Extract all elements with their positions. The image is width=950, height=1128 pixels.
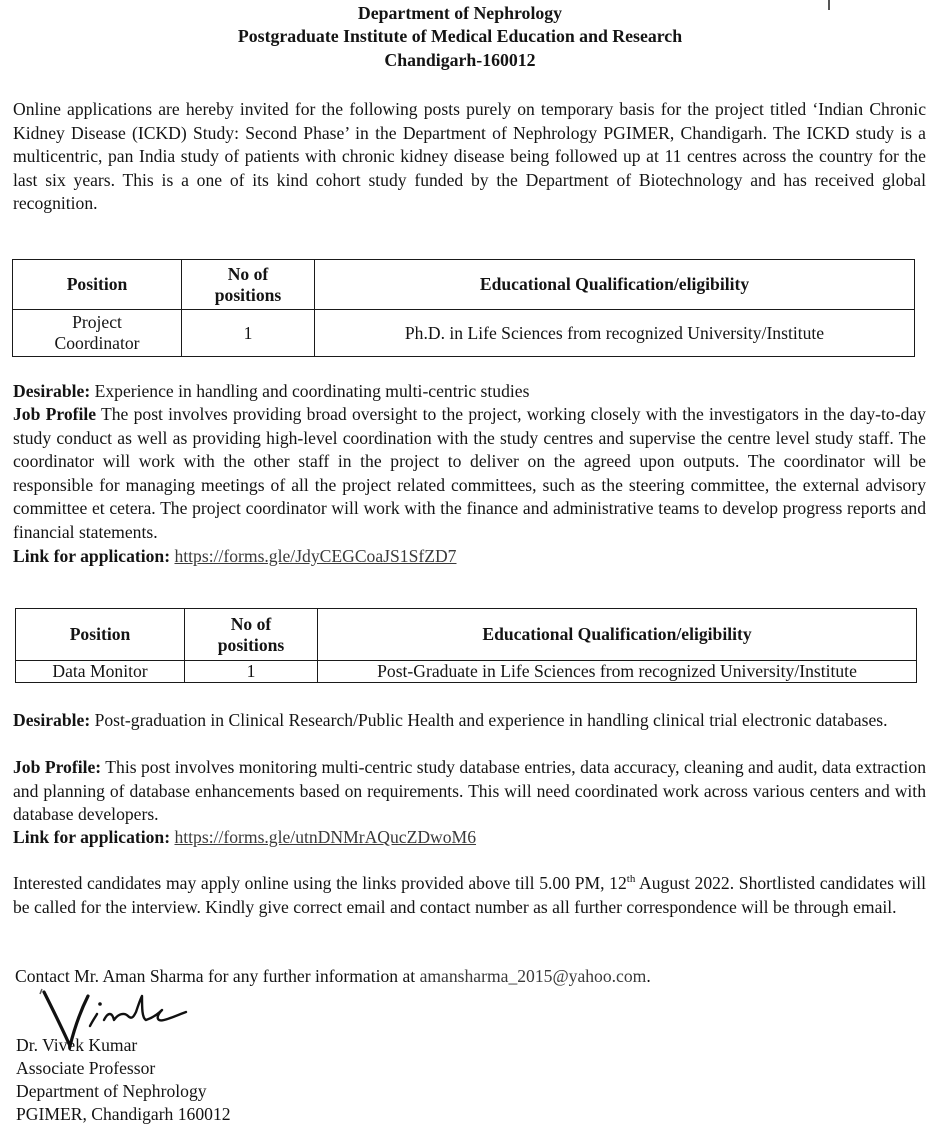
desirable-2 — [13, 709, 926, 733]
job-profile-text: This post involves monitoring multi-centric study database entries, data accuracy, cleaning and audit, data extraction and planning of database enhancements based on requirements. This will need coordinated work across various centers and with database developers. — [13, 757, 927, 824]
closing-text-1: Interested candidates may apply online using the links provided above till 5.00 PM, 12 — [13, 873, 627, 893]
desirable-1 — [13, 380, 529, 404]
intro-paragraph: Online applications are hereby invited for the following posts purely on temporary basis for the project titled ‘Indian Chronic Kidney Disease (ICKD) Study: Second Phase’ in the Department of Nephrology PGIMER, Chandigarh. The ICKD study is a multicentric, pan India study of patients with chronic kidney disease being followed up at 11 centres across the country for the last six years. This is a one of its kind cohort study funded by the Department of Biotechnology and has received global recognition. — [13, 99, 926, 213]
positions-table-1 — [12, 259, 915, 357]
header-department: Department of Nephrology — [357, 3, 563, 23]
desirable-text: Post-graduation in Clinical Research/Public Health and experience in handling clinical trial electronic databases. — [90, 710, 888, 730]
th-qualification: Educational Qualification/eligibility — [318, 609, 917, 661]
th-count-line1: No of — [230, 613, 272, 634]
application-link-1 — [13, 545, 456, 569]
th-count — [185, 609, 318, 661]
job-profile-label: Job Profile — [13, 404, 97, 424]
cell-qualification: Ph.D. in Life Sciences from recognized University/Institute — [315, 310, 915, 357]
th-position: Position — [13, 260, 182, 310]
desirable-text: Experience in handling and coordinating multi-centric studies — [90, 381, 530, 401]
cell-position: Data Monitor — [16, 661, 185, 683]
cell-position-line1: Project — [72, 312, 122, 332]
table-header-row — [13, 260, 915, 310]
signatory-department: Department of Nephrology — [16, 1081, 207, 1101]
desirable-label: Desirable: — [13, 710, 91, 730]
header-city: Chandigarh-160012 — [384, 50, 536, 70]
cell-qualification: Post-Graduate in Life Sciences from recognized University/Institute — [318, 661, 917, 683]
contact-text: Contact Mr. Aman Sharma for any further information at — [15, 966, 420, 986]
closing-sup: th — [626, 873, 636, 886]
job-profile-1 — [13, 403, 926, 544]
signatory-title: Associate Professor — [16, 1058, 156, 1078]
signatory-address: PGIMER, Chandigarh 160012 — [16, 1104, 231, 1124]
job-profile-label: Job Profile: — [13, 757, 102, 777]
link-label: Link for application: — [13, 546, 171, 566]
table-row — [13, 310, 915, 357]
table-header-row — [16, 609, 917, 661]
job-profile-text: The post involves providing broad oversight to the project, working closely with the investigators in the day-to-day study conduct as well as providing high-level coordination with the study centres and supervise the centre level study staff. The coordinator will work with the other staff in the project to deliver on the agreed upon outputs. The coordinator will be responsible for managing meetings of all the project related committees, such as the steering committee, the external advisory committee et cetera. The project coordinator will work with the finance and administrative teams to develop progress reports and financial statements. — [13, 404, 926, 542]
link-label: Link for application: — [13, 827, 171, 847]
desirable-label: Desirable: — [13, 381, 91, 401]
positions-table-2 — [15, 608, 917, 683]
contact-line — [15, 965, 651, 989]
cell-position — [13, 310, 182, 357]
table-row — [16, 661, 917, 683]
cell-position-line2: Coordinator — [54, 333, 140, 353]
contact-end: . — [646, 966, 651, 986]
cell-count: 1 — [185, 661, 318, 683]
job-profile-2 — [13, 756, 926, 827]
closing-text-2: August 2022. Shortlisted candidates will be called for the interview. Kindly give correct email and contact number as all further correspondence will be through email. — [13, 873, 926, 917]
th-count-line2: positions — [214, 284, 282, 305]
th-position: Position — [16, 609, 185, 661]
application-link[interactable]: https://forms.gle/JdyCEGCoaJS1SfZD7 — [174, 546, 457, 566]
application-link[interactable]: https://forms.gle/utnDNMrAQucZDwoM6 — [174, 827, 477, 847]
contact-email[interactable]: amansharma_2015@yahoo.com — [419, 966, 647, 986]
th-count — [182, 260, 315, 310]
th-count-line2: positions — [217, 634, 285, 655]
cell-count: 1 — [182, 310, 315, 357]
closing-paragraph — [13, 872, 926, 919]
th-qualification: Educational Qualification/eligibility — [315, 260, 915, 310]
signatory-name: Dr. Vivek Kumar — [16, 1035, 138, 1055]
th-count-line1: No of — [227, 263, 269, 284]
application-link-2 — [13, 826, 476, 850]
header-institute: Postgraduate Institute of Medical Education and Research — [237, 26, 683, 46]
